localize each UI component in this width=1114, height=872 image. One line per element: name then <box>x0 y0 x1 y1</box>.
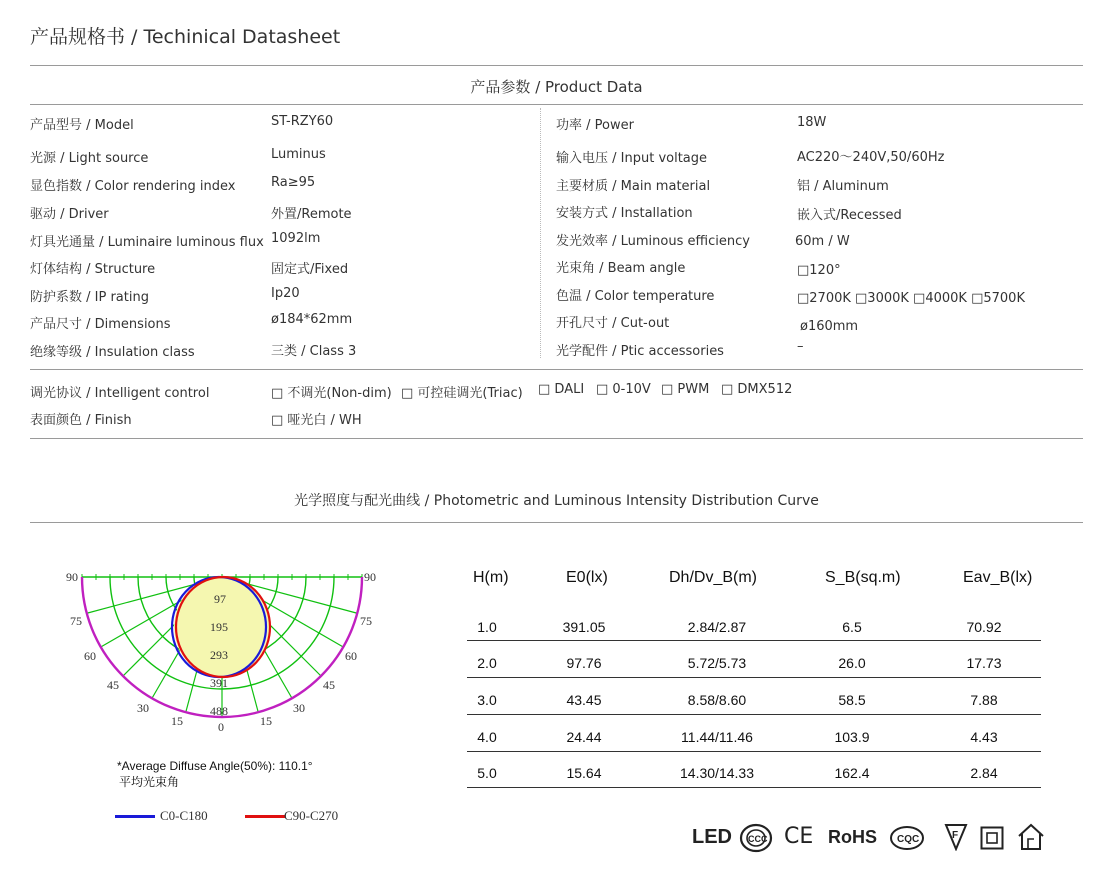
table-header-area: S_B(sq.m) <box>825 569 901 586</box>
spec-label: 主要材质 / Main material <box>556 179 711 194</box>
table-cell: 97.76 <box>566 655 602 671</box>
legend-label-c0-c180: C0-C180 <box>160 808 208 823</box>
spec-label: 产品尺寸 / Dimensions <box>30 317 171 332</box>
spec-value: Ip20 <box>271 286 300 301</box>
cqc-icon-text: CQC <box>897 834 920 845</box>
table-cell: 26.0 <box>838 655 866 671</box>
table-cell: 5.72/5.73 <box>687 655 747 671</box>
average-beam-angle-note: 平均光束角 <box>119 775 180 789</box>
angle-label: 30 <box>293 701 305 715</box>
table-header-dh-dv: Dh/Dv_B(m) <box>669 569 758 586</box>
table-cell: 11.44/11.46 <box>681 729 753 745</box>
table-cell: 15.64 <box>566 765 602 781</box>
radial-label: 97 <box>214 592 226 606</box>
divider-control <box>30 369 1083 370</box>
angle-label: 60 <box>345 649 357 663</box>
spec-value: 外置/Remote <box>271 207 352 222</box>
color-temperature-options: □2700K □3000K □4000K □5700K <box>797 291 1025 306</box>
spec-label: 发光效率 / Luminous efficiency <box>556 234 750 249</box>
cqc-icon <box>889 825 925 851</box>
spec-value: 铝 / Aluminum <box>797 179 889 194</box>
divider-finish <box>30 438 1083 439</box>
spec-value: Luminus <box>271 147 326 162</box>
table-cell: 4.43 <box>970 729 998 745</box>
table-cell: 17.73 <box>966 655 1002 671</box>
table-cell: 103.9 <box>834 729 870 745</box>
table-cell: 7.88 <box>970 692 998 708</box>
angle-label: 45 <box>323 678 335 692</box>
angle-label: 75 <box>70 614 82 628</box>
table-header-eav: Eav_B(lx) <box>963 569 1033 586</box>
ccc-icon <box>739 823 773 853</box>
table-cell: 2.84 <box>970 765 998 781</box>
ccc-icon-text: CCC <box>748 834 768 844</box>
spec-label: 产品型号 / Model <box>30 118 134 133</box>
finish-label: 表面颜色 / Finish <box>30 413 132 428</box>
table-cell: 3.0 <box>477 692 497 708</box>
legend-label-c90-c270: C90-C270 <box>284 808 339 823</box>
indoor-use-icon <box>1016 822 1046 852</box>
column-divider <box>540 108 541 358</box>
table-cell: 58.5 <box>838 692 866 708</box>
average-diffuse-angle-note: *Average Diffuse Angle(50%): 110.1° <box>117 759 313 773</box>
table-cell: 391.05 <box>562 619 606 635</box>
table-row-divider <box>467 751 1041 752</box>
angle-label: 90 <box>364 570 376 584</box>
table-cell: 4.0 <box>477 729 497 745</box>
spec-label: 灯体结构 / Structure <box>30 262 156 277</box>
page-title: 产品规格书 / Techinical Datasheet <box>30 26 341 48</box>
table-cell: 24.44 <box>566 729 602 745</box>
spec-label: 防护系数 / IP rating <box>30 290 149 305</box>
divider-photometric <box>30 522 1083 523</box>
spec-label: 驱动 / Driver <box>30 207 109 222</box>
table-header-e0: E0(lx) <box>566 569 608 586</box>
table-cell: 43.45 <box>566 692 602 708</box>
spec-label: 灯具光通量 / Luminaire luminous flux <box>30 235 264 250</box>
radial-label: 195 <box>210 620 228 634</box>
control-label: 调光协议 / Intelligent control <box>30 386 210 401</box>
spec-value: AC220～240V,50/60Hz <box>797 150 945 165</box>
spec-label: 显色指数 / Color rendering index <box>30 179 236 194</box>
spec-label: 色温 / Color temperature <box>556 289 715 304</box>
divider-product-data <box>30 104 1083 105</box>
legend-swatch-c0-c180 <box>115 815 155 818</box>
spec-value: 18W <box>797 115 827 130</box>
spec-label: 开孔尺寸 / Cut-out <box>556 316 670 331</box>
spec-value: – <box>797 339 804 354</box>
table-cell: 1.0 <box>477 619 497 635</box>
divider-top <box>30 65 1083 66</box>
angle-label: 75 <box>360 614 372 628</box>
spec-label: 功率 / Power <box>556 118 634 133</box>
spec-label: 输入电压 / Input voltage <box>556 151 708 166</box>
ce-icon: CE <box>784 824 814 849</box>
control-option-0-10v: □ 0-10V <box>596 382 651 397</box>
table-row-divider <box>467 677 1041 678</box>
table-cell: 70.92 <box>966 619 1002 635</box>
table-cell: 2.84/2.87 <box>687 619 747 635</box>
table-row-divider <box>467 714 1041 715</box>
photometric-title: 光学照度与配光曲线 / Photometric and Luminous Intensity Distribution Curve <box>294 493 819 509</box>
rohs-mark: RoHS <box>828 827 877 847</box>
angle-label: 90 <box>66 570 78 584</box>
spec-label: 光学配件 / Ptic accessories <box>556 344 724 359</box>
control-option-triac: □ 可控硅调光(Triac) <box>401 386 523 401</box>
angle-label: 15 <box>260 714 272 728</box>
table-row-divider <box>467 787 1041 788</box>
double-insulation-icon <box>980 826 1004 850</box>
angle-label: 30 <box>137 701 149 715</box>
spec-value: 固定式/Fixed <box>271 262 349 277</box>
f-mark-icon <box>944 823 968 851</box>
spec-value: 嵌入式/Recessed <box>797 208 902 223</box>
polar-distribution-diagram <box>60 565 390 740</box>
radial-label: 293 <box>210 648 228 662</box>
radial-label: 391 <box>210 676 228 690</box>
table-cell: 2.0 <box>477 655 497 671</box>
table-header-height: H(m) <box>473 569 509 586</box>
finish-value: □ 哑光白 / WH <box>271 413 362 428</box>
spec-label: 安装方式 / Installation <box>556 206 693 221</box>
spec-value: 60m / W <box>795 234 850 249</box>
control-option-dali: □ DALI <box>538 382 585 397</box>
f-mark-text: F <box>952 830 959 841</box>
spec-value: □120° <box>797 263 841 278</box>
product-data-title: 产品参数 / Product Data <box>470 78 643 96</box>
spec-value: 1092lm <box>271 231 321 246</box>
spec-label: 光束角 / Beam angle <box>556 261 686 276</box>
led-mark: LED <box>692 826 732 848</box>
spec-value: ø160mm <box>800 319 859 334</box>
angle-label: 45 <box>107 678 119 692</box>
spec-value: ST-RZY60 <box>271 114 334 129</box>
control-option-non-dim: □ 不调光(Non-dim) <box>271 386 392 401</box>
table-row-divider <box>467 640 1041 641</box>
spec-label: 光源 / Light source <box>30 151 149 166</box>
table-cell: 8.58/8.60 <box>687 692 747 708</box>
spec-value: Ra≥95 <box>271 175 316 190</box>
spec-label: 绝缘等级 / Insulation class <box>30 345 195 360</box>
angle-label: 15 <box>171 714 183 728</box>
table-cell: 162.4 <box>834 765 870 781</box>
table-cell: 5.0 <box>477 765 497 781</box>
angle-label: 60 <box>84 649 96 663</box>
angle-label-zero: 0 <box>218 720 224 734</box>
table-cell: 6.5 <box>842 619 862 635</box>
control-option-pwm: □ PWM <box>661 382 710 397</box>
legend-swatch-c90-c270 <box>245 815 285 818</box>
control-option-dmx512: □ DMX512 <box>721 382 793 397</box>
spec-value: ø184*62mm <box>271 312 353 327</box>
spec-value: 三类 / Class 3 <box>271 344 357 359</box>
table-cell: 14.30/14.33 <box>680 765 754 781</box>
radial-label: 488 <box>210 704 228 718</box>
